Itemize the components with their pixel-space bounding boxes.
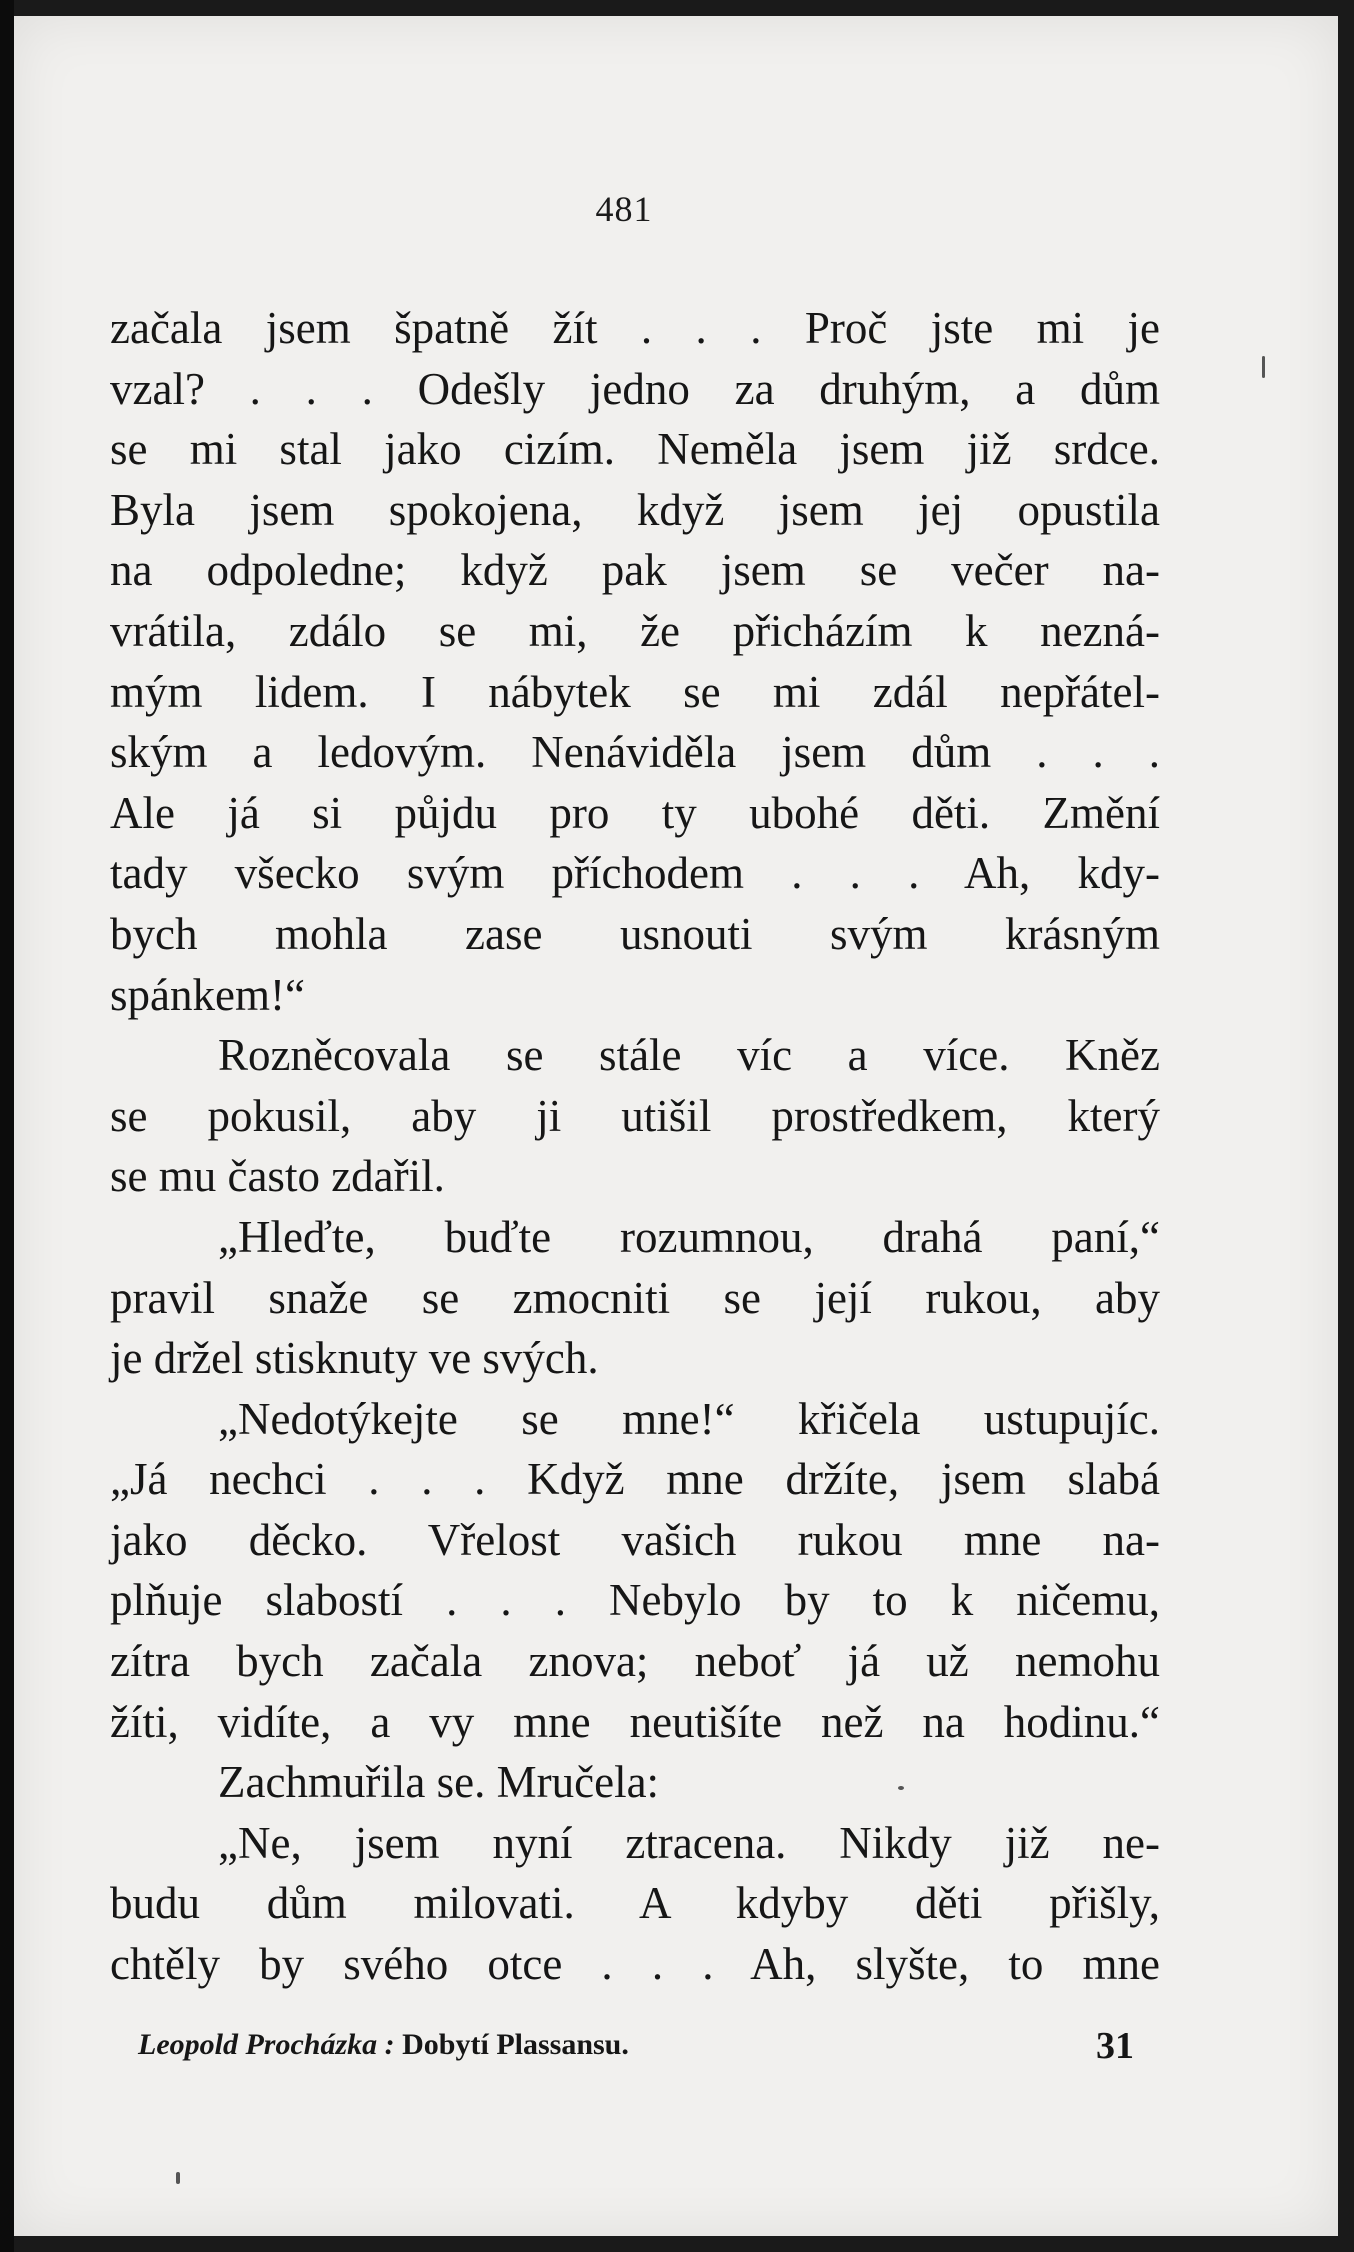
footer-title: Dobytí Plassansu. xyxy=(402,2028,629,2061)
text-line: je držel stisknuty ve svých. xyxy=(110,1333,599,1384)
text-line: chtěly by svého otce . . . Ah, slyšte, to mne xyxy=(110,1939,1160,1990)
text-line: zítra bych začala znova; neboť já už nemohu xyxy=(110,1636,1160,1687)
text-line: se pokusil, aby ji utišil prostředkem, který xyxy=(110,1090,1160,1141)
text-line: vrátila, zdálo se mi, že přicházím k nezná- xyxy=(110,605,1160,656)
page-number: 481 xyxy=(595,189,653,229)
scan-speck xyxy=(1262,356,1265,378)
text-line: pravil snaže se zmocniti se její rukou, aby xyxy=(110,1272,1160,1323)
text-line: „Já nechci . . . Když mne držíte, jsem slabá xyxy=(110,1454,1160,1505)
text-line: vzal? . . . Odešly jedno za druhým, a dům xyxy=(110,363,1160,414)
text-line: Rozněcovala se stále víc a více. Kněz xyxy=(218,1030,1160,1081)
text-line: se mu často zdařil. xyxy=(110,1151,445,1202)
text-line: tady všecko svým příchodem . . . Ah, kdy- xyxy=(110,848,1160,899)
text-line: na odpoledne; když pak jsem se večer na- xyxy=(110,545,1160,596)
text-line: spánkem!“ xyxy=(110,969,305,1020)
text-line: Byla jsem spokojena, když jsem jej opustila xyxy=(110,484,1160,535)
text-line: se mi stal jako cizím. Neměla jsem již srdce. xyxy=(110,424,1160,475)
text-line: plňuje slabostí . . . Nebylo by to k ničemu, xyxy=(110,1575,1160,1626)
text-line: žíti, vidíte, a vy mne neutišíte než na hodinu.“ xyxy=(110,1696,1160,1747)
text-line: Ale já si půjdu pro ty ubohé děti. Změní xyxy=(110,787,1160,838)
text-line: jako děcko. Vřelost vašich rukou mne na- xyxy=(110,1514,1160,1565)
text-line: Zachmuřila se. Mručela: xyxy=(218,1757,660,1808)
text-line: „Ne, jsem nyní ztracena. Nikdy již ne- xyxy=(218,1817,1160,1868)
text-line: „Hleďte, buďte rozumnou, drahá paní,“ xyxy=(218,1211,1160,1262)
text-line: budu dům milovati. A kdyby děti přišly, xyxy=(110,1878,1160,1929)
book-page xyxy=(14,16,1338,2236)
footer-author: Leopold Procházka : xyxy=(138,2028,395,2061)
scan-speck xyxy=(176,2172,180,2184)
scan-edge xyxy=(0,0,14,2252)
text-line: bych mohla zase usnouti svým krásným xyxy=(110,908,1160,959)
page-footer xyxy=(138,2025,1134,2078)
text-line: začala jsem špatně žít . . . Proč jste mi je xyxy=(110,303,1160,353)
text-line: ským a ledovým. Nenáviděla jsem dům . . . xyxy=(110,727,1160,778)
body-text xyxy=(110,298,1160,1995)
printer-signature: 31 xyxy=(1096,2025,1134,2067)
text-line: „Nedotýkejte se mne!“ křičela ustupujíc. xyxy=(218,1393,1160,1444)
text-line: mým lidem. I nábytek se mi zdál nepřátel- xyxy=(110,666,1160,717)
scan-speck xyxy=(898,1786,904,1790)
